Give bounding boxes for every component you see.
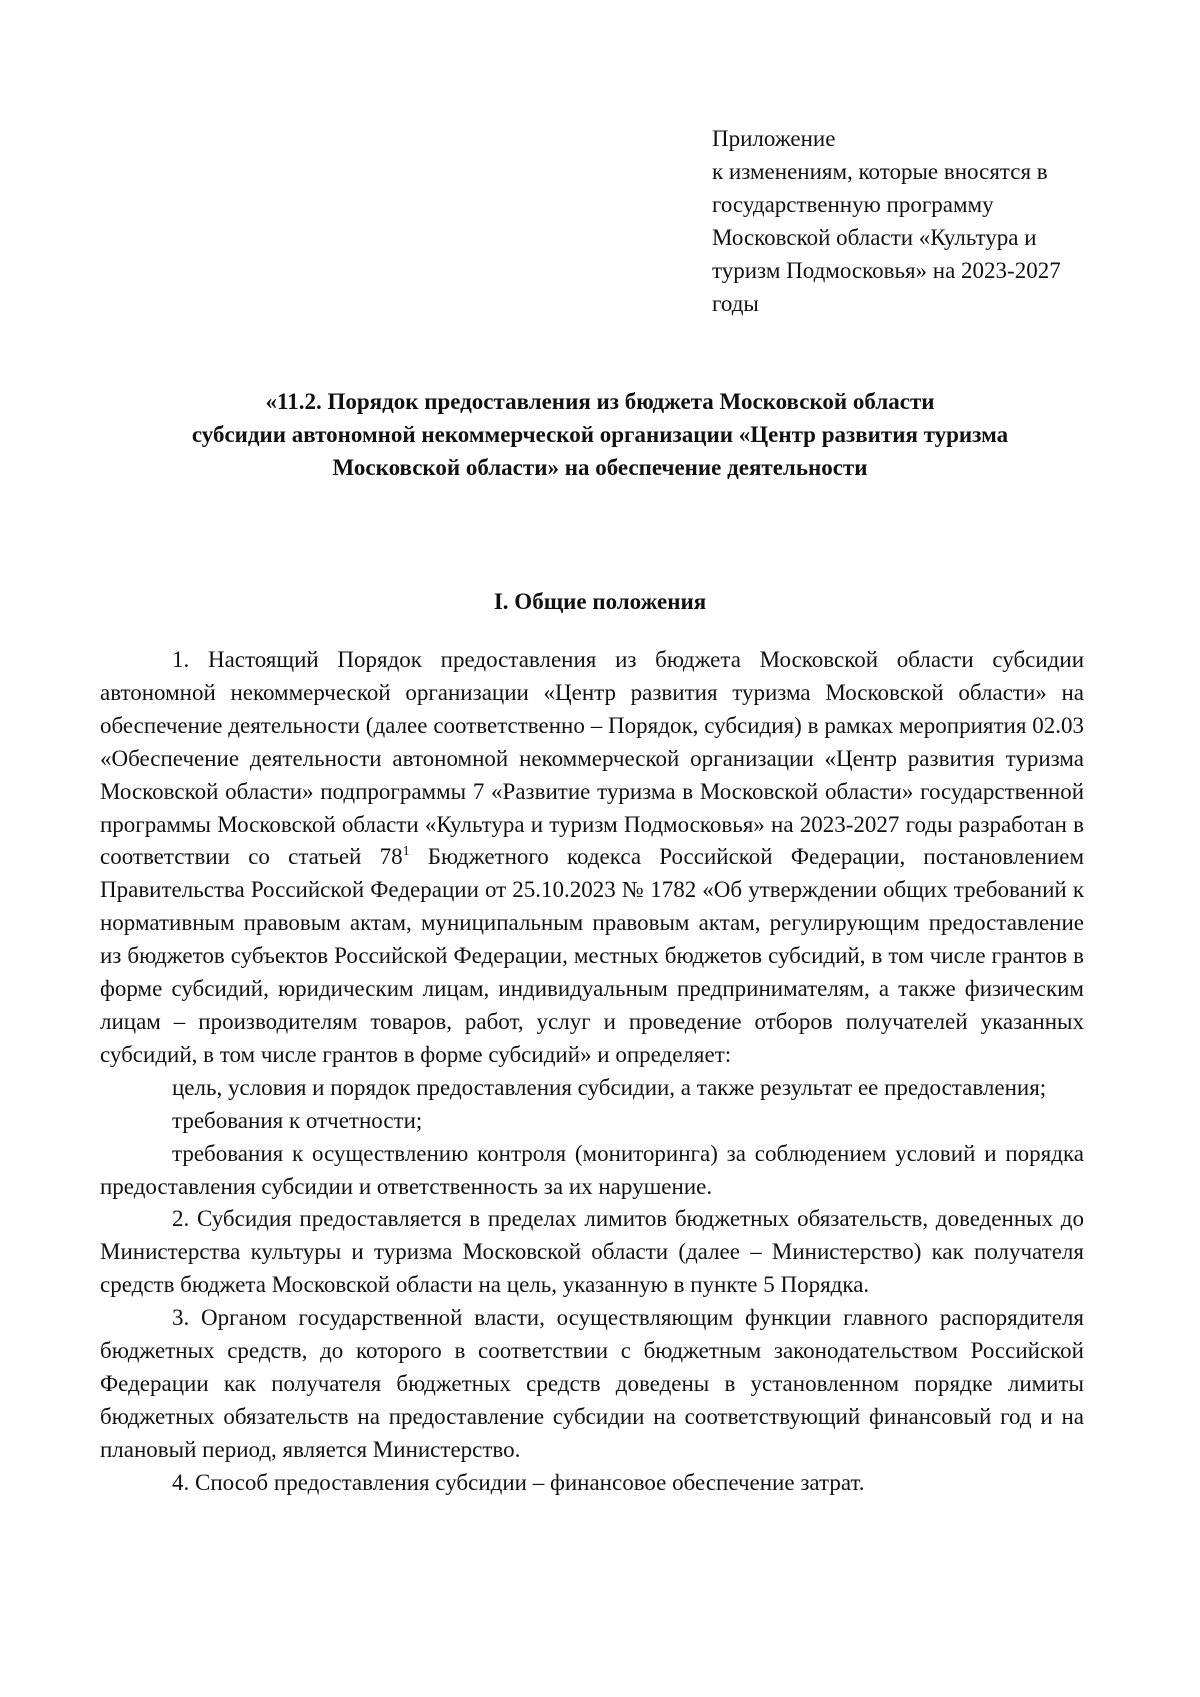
paragraph-4: требования к осуществлению контроля (мониторинга) за соблюдением условий и порядка предоставления субсидии и ответственность за их нарушение. [100,1140,1084,1199]
superscript: 1 [402,844,410,860]
paragraph-1-text-cont: Бюджетного кодекса Российской Федерации, постановлением Правительства Российской Федерации от 25.10.2023 № 1782 «Об утверждении общих требований к нормативным правовым актам, муниципальным правовым актам, регулирующим предоставление из бюджетов субъектов Российской Федерации, местных бюджетов субсидий, в том числе грантов в форме субсидий, юридическим лицам, индивидуальным предпринимателям, а также физическим лицам – производителям товаров, работ, услуг и проведение отборов получателей указанных субсидий, в том числе грантов в форме субсидий» и определяет: [100,844,1084,1067]
title-line: субсидии автономной некоммерческой организации «Центр развития туризма [191,422,1009,447]
title-line: «11.2. Порядок предоставления из бюджета Московской области [265,389,935,414]
paragraph-6: 3. Органом государственной власти, осуществляющим функции главного распорядителя бюджетных средств, до которого в соответствии с бюджетным законодательством Российской Федерации как получателя бюджетных средств доведены в установленном порядке лимиты бюджетных обязательств на предоставление субсидии на соответствующий финансовый год и на плановый период, является Министерство. [100,1305,1084,1462]
paragraph-7: 4. Способ предоставления субсидии – финансовое обеспечение затрат. [172,1469,865,1495]
appendix-note [712,122,1152,320]
paragraph-1-text: 1. Настоящий Порядок предоставления из бюджета Московской области субсидии автономной некоммерческой организации «Центр развития туризма Московской области» на обеспечение деятельности (далее соответственно – Порядок, субсидия) в рамках мероприятия 02.03 «Обеспечение деятельности автономной некоммерческой организации «Центр развития туризма Московской области» подпрограммы 7 «Развитие туризма в Московской области» государственной программы Московской области «Культура и туризм Подмосковья» на 2023-2027 годы разработан в соответствии со статьей 78 [100,647,1084,870]
paragraph-5: 2. Субсидия предоставляется в пределах лимитов бюджетных обязательств, доведенных до Министерства культуры и туризма Московской области (далее – Министерство) как получателя средств бюджета Московской области на цель, указанную в пункте 5 Порядка. [100,1206,1084,1298]
paragraph-2: цель, условия и порядок предоставления субсидии, а также результат ее предоставления; [172,1074,1047,1100]
appendix-line: Приложение [712,126,836,151]
document-title [100,385,1100,484]
appendix-line: государственную программу [712,192,994,217]
appendix-line: Московской области «Культура и [712,225,1037,250]
appendix-line: годы [712,291,759,316]
appendix-line: туризм Подмосковья» на 2023-2027 [712,258,1061,283]
section-heading: I. Общие положения [493,589,707,614]
paragraph-3: требования к отчетности; [172,1107,423,1133]
appendix-line: к изменениям, которые вносятся в [712,159,1048,184]
document-body [100,644,1084,1500]
paragraph-1 [100,644,1084,1072]
title-line: Московской области» на обеспечение деятельности [332,455,868,480]
